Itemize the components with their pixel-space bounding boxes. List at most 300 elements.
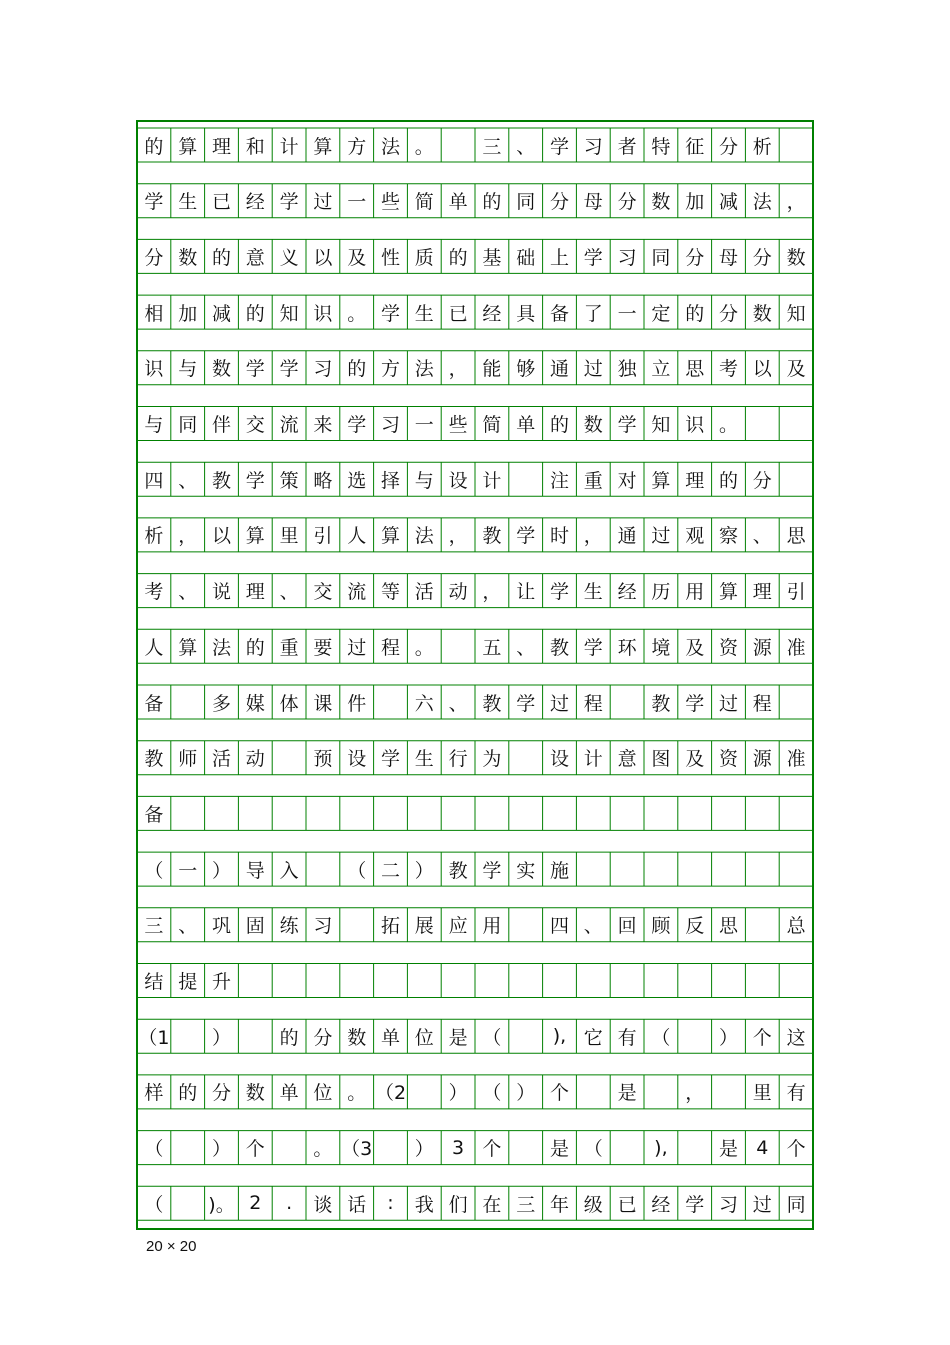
grid-cell	[238, 796, 272, 830]
grid-cell: ）	[414, 1138, 434, 1161]
grid-cell: （	[482, 1082, 502, 1105]
grid-cell: 引	[786, 581, 806, 604]
grid-cell: 同	[516, 191, 536, 214]
grid-cell: 分	[211, 1082, 231, 1105]
grid-cell: 数	[786, 246, 806, 269]
grid-cell: 生	[178, 191, 198, 214]
grid-cell	[610, 796, 644, 830]
grid-cell	[779, 964, 813, 998]
grid-cell: 导	[245, 859, 265, 882]
grid-cell	[205, 796, 239, 830]
grid-cell: 流	[347, 581, 367, 604]
grid-cell: 及	[786, 358, 806, 381]
grid-cell: 数	[347, 1026, 367, 1049]
grid-cell: ，	[448, 525, 468, 548]
grid-cell: 知	[279, 302, 299, 325]
grid-cell: 拓	[380, 915, 400, 938]
grid-cell: 分	[617, 191, 637, 214]
grid-cell: 思	[786, 525, 806, 548]
grid-cell: 察	[718, 525, 738, 548]
grid-cell: 是	[617, 1082, 637, 1105]
grid-cell: 过	[718, 692, 738, 715]
grid-cell: 是	[718, 1138, 738, 1161]
grid-cell	[171, 685, 205, 719]
grid-cell: ，	[482, 581, 502, 604]
grid-cell: 学	[516, 525, 536, 548]
grid-cell: ）	[516, 1082, 536, 1105]
grid-cell: 过	[313, 191, 333, 214]
grid-cell: 对	[617, 469, 637, 492]
grid-cell: 重	[583, 469, 603, 492]
grid-cell: 来	[313, 414, 333, 436]
grid-cell: 法	[380, 135, 400, 158]
grid-cell: 以	[313, 246, 333, 269]
grid-cell: 学	[617, 414, 637, 436]
grid-cell: 引	[313, 525, 333, 548]
grid-cell: ）	[211, 1026, 231, 1049]
grid-cell: 分	[144, 246, 164, 269]
grid-cell: 生	[414, 302, 434, 325]
grid-cell	[712, 796, 746, 830]
grid-cell: ）	[414, 859, 434, 882]
grid-cell	[509, 741, 543, 775]
grid-cell	[610, 964, 644, 998]
grid-cell: 教	[144, 748, 164, 771]
grid-cell: 我	[414, 1193, 434, 1216]
grid-cell: 单	[279, 1082, 299, 1105]
grid-cell: ，	[448, 358, 468, 381]
grid-cell	[576, 852, 610, 886]
grid-cell: ，	[685, 1082, 705, 1105]
grid-cell	[306, 964, 340, 998]
grid-cell: 个	[245, 1138, 265, 1161]
grid-cell: 的	[482, 191, 502, 214]
grid-cell	[171, 796, 205, 830]
grid-cell: 人	[347, 525, 367, 548]
grid-cell: 已	[617, 1193, 637, 1216]
grid-cell: 程	[583, 692, 603, 715]
grid-cell	[509, 1131, 543, 1165]
grid-cell: 六	[414, 692, 434, 715]
grid-cell: 的	[245, 302, 265, 325]
grid-cell: 教	[482, 692, 502, 715]
grid-cell: 义	[279, 246, 299, 269]
grid-cell: （	[651, 1026, 671, 1049]
grid-cell: 已	[211, 191, 231, 214]
grid-cell	[779, 462, 813, 496]
grid-cell: 结	[144, 971, 164, 993]
grid-cell: 数	[178, 246, 198, 269]
grid-cell: 及	[685, 636, 705, 659]
grid-cell: 说	[211, 581, 231, 604]
grid-cell: 母	[583, 191, 603, 214]
grid-cell	[712, 964, 746, 998]
grid-cell: 考	[144, 581, 164, 604]
grid-cell: 已	[448, 302, 468, 325]
grid-cell: ）	[211, 859, 231, 882]
grid-cell: 要	[313, 636, 333, 659]
grid-cell: 的	[448, 246, 468, 269]
grid-cell: 源	[752, 748, 772, 771]
grid-cell: 是	[448, 1026, 468, 1049]
grid-cell: 经	[482, 302, 502, 325]
grid-cell: 通	[617, 525, 637, 548]
grid-cell: 一	[347, 191, 367, 214]
grid-cell: 设	[448, 469, 468, 492]
grid-cell: 算	[651, 469, 671, 492]
grid-cell: 简	[414, 191, 434, 214]
grid-cell: 算	[380, 525, 400, 548]
grid-cell	[678, 1019, 712, 1053]
grid-cell: 教	[482, 525, 502, 548]
grid-cell: 减	[718, 191, 738, 214]
grid-cell: 们	[448, 1193, 468, 1216]
grid-cell	[745, 796, 779, 830]
grid-cell: 以	[752, 358, 772, 381]
grid-cell: 设	[549, 748, 569, 771]
grid-cell: 生	[583, 581, 603, 604]
grid-cell: 算	[313, 135, 333, 158]
grid-cell: 略	[313, 469, 333, 492]
grid-cell: 数	[651, 191, 671, 214]
grid-cell	[576, 1075, 610, 1109]
grid-cell	[306, 852, 340, 886]
grid-cell	[441, 128, 475, 162]
grid-cell: 注	[549, 469, 569, 492]
grid-cell: 这	[786, 1026, 806, 1049]
grid-cell: 数	[245, 1082, 265, 1105]
grid-cell	[678, 796, 712, 830]
grid-cell: 活	[211, 748, 231, 771]
grid-cell: 伴	[211, 414, 231, 436]
grid-cell: 样	[144, 1082, 164, 1105]
grid-cell: ，	[786, 191, 806, 214]
grid-cell: 识	[313, 302, 333, 325]
grid-cell: 设	[347, 748, 367, 771]
grid-size-label: 20 × 20	[146, 1238, 197, 1255]
grid-cell: 、	[178, 581, 198, 604]
grid-cell: 学	[279, 358, 299, 381]
grid-cell: 图	[651, 748, 671, 771]
grid-cell: 分	[752, 469, 772, 492]
grid-cell: 一	[178, 859, 198, 882]
grid-cell: 些	[380, 191, 400, 214]
grid-cell	[306, 796, 340, 830]
grid-cell: 提	[178, 971, 198, 993]
grid-cell: ，	[583, 525, 603, 548]
grid-cell: 等	[380, 581, 400, 604]
grid-cell: 三	[482, 135, 502, 158]
grid-cell: 单	[516, 414, 536, 436]
grid-cell: 。	[313, 1138, 333, 1161]
grid-cell	[340, 908, 374, 942]
grid-cell: 实	[516, 859, 536, 882]
grid-cell: 是	[549, 1138, 569, 1161]
grid-cell: 习	[313, 358, 333, 381]
grid-cell: 巩	[211, 915, 231, 938]
grid-cell: 五	[482, 636, 502, 659]
grid-cell	[610, 852, 644, 886]
grid-cell: 教	[211, 469, 231, 492]
grid-cell: 征	[685, 135, 705, 158]
grid-cell: 一	[617, 302, 637, 325]
grid-cell: 质	[414, 246, 434, 269]
grid-cell: 程	[380, 636, 400, 659]
grid-cell: 。	[718, 414, 738, 436]
grid-cell: 知	[786, 302, 806, 325]
grid-cell: 经	[245, 191, 265, 214]
grid-cell	[745, 852, 779, 886]
grid-cell: 过	[583, 358, 603, 381]
grid-cell: 预	[313, 748, 333, 771]
grid-cell: 位	[313, 1082, 333, 1105]
grid-cell: 三	[516, 1193, 536, 1216]
grid-cell: 与	[414, 469, 434, 492]
grid-cell: 教	[549, 636, 569, 659]
grid-cell	[475, 964, 509, 998]
grid-cell: 习	[617, 246, 637, 269]
grid-cell	[576, 964, 610, 998]
grid-cell	[779, 685, 813, 719]
grid-cell	[272, 741, 306, 775]
grid-cell: 备	[144, 692, 164, 715]
grid-cell: 学	[245, 469, 265, 492]
grid-cell: （	[144, 1193, 164, 1216]
grid-cell: 的	[718, 469, 738, 492]
grid-cell: （1	[138, 1026, 170, 1049]
grid-cell: 4	[756, 1136, 769, 1159]
grid-cell	[644, 1075, 678, 1109]
grid-cell: 些	[448, 414, 468, 436]
grid-cell: 3	[452, 1136, 465, 1159]
grid-cell: 。	[414, 135, 434, 158]
grid-cell: :	[387, 1192, 394, 1215]
grid-cell: 够	[516, 358, 536, 381]
grid-cell	[779, 852, 813, 886]
grid-cell: )。	[208, 1193, 235, 1216]
grid-cell: 了	[583, 302, 603, 325]
grid-cell: 法	[414, 525, 434, 548]
grid-cell: 在	[482, 1193, 502, 1216]
grid-cell: 升	[211, 971, 231, 993]
grid-cell: 用	[685, 581, 705, 604]
grid-cell: 让	[516, 581, 536, 604]
grid-cell: 学	[549, 581, 569, 604]
grid-cell: 考	[718, 358, 738, 381]
grid-cell	[745, 407, 779, 441]
grid-cell: 学	[583, 636, 603, 659]
grid-cell: 单	[380, 1026, 400, 1049]
grid-cell	[441, 629, 475, 663]
grid-cell: 者	[617, 135, 637, 158]
grid-cell: 数	[211, 358, 231, 381]
grid-cell	[779, 407, 813, 441]
grid-cell: （	[482, 1026, 502, 1049]
grid-cell: 数	[583, 414, 603, 436]
grid-cell: 习	[313, 915, 333, 938]
grid-cell: 学	[583, 246, 603, 269]
grid-cell: 同	[651, 246, 671, 269]
grid-cell: 准	[786, 636, 806, 659]
grid-cell: 交	[313, 581, 333, 604]
grid-cell: 个	[752, 1026, 772, 1049]
grid-cell: 意	[617, 748, 637, 771]
grid-cell: 习	[583, 135, 603, 158]
grid-cell: 学	[482, 859, 502, 882]
grid-cell: 择	[380, 469, 400, 492]
grid-cell: 通	[549, 358, 569, 381]
grid-cell: 分	[313, 1026, 333, 1049]
grid-cell: 析	[752, 135, 772, 158]
grid-cell: 算	[178, 636, 198, 659]
grid-cell	[509, 796, 543, 830]
grid-cell: （	[144, 1138, 164, 1161]
grid-cell: 谈	[313, 1193, 333, 1216]
grid-cell: 意	[245, 246, 265, 269]
grid-cell: 、	[516, 135, 536, 158]
grid-cell: 学	[380, 302, 400, 325]
grid-cell: 的	[347, 358, 367, 381]
grid-cell: 过	[549, 692, 569, 715]
grid-cell: 过	[347, 636, 367, 659]
grid-cell: 学	[685, 1193, 705, 1216]
grid-cell: 基	[482, 246, 502, 269]
grid-cell: 动	[448, 581, 468, 604]
grid-cell: 。	[414, 636, 434, 659]
grid-cell: 回	[617, 915, 637, 938]
grid-cell: 知	[651, 414, 671, 436]
grid-cell: 理	[245, 581, 265, 604]
grid-cell: ）	[448, 1082, 468, 1105]
grid-cell: 资	[718, 748, 738, 771]
grid-cell: 与	[178, 358, 198, 381]
grid-cell	[374, 685, 408, 719]
grid-cell: 级	[583, 1193, 603, 1216]
grid-cell: 四	[144, 469, 164, 492]
grid-cell: 同	[178, 414, 198, 436]
grid-cell	[712, 852, 746, 886]
grid-cell: 学	[380, 748, 400, 771]
grid-cell: 经	[651, 1193, 671, 1216]
grid-cell: 程	[752, 692, 772, 715]
grid-cell: 位	[414, 1026, 434, 1049]
grid-cell: （	[583, 1138, 603, 1161]
grid-cell	[712, 1075, 746, 1109]
grid-cell: 加	[685, 191, 705, 214]
grid-cell: 反	[685, 915, 705, 938]
grid-cell: ）	[718, 1026, 738, 1049]
grid-cell: ),	[654, 1136, 668, 1159]
grid-cell: 里	[279, 525, 299, 548]
grid-cell: 学	[245, 358, 265, 381]
grid-cell	[407, 964, 441, 998]
grid-cell: 识	[685, 414, 705, 436]
grid-cell	[509, 462, 543, 496]
grid-cell	[678, 964, 712, 998]
grid-cell: 经	[617, 581, 637, 604]
grid-cell: 策	[279, 469, 299, 492]
grid-cell: 同	[786, 1193, 806, 1216]
grid-cell: 分	[685, 246, 705, 269]
grid-cell: 与	[144, 414, 164, 436]
grid-cell: 特	[651, 135, 671, 158]
grid-cell: 单	[448, 191, 468, 214]
grid-cell: 练	[279, 915, 299, 938]
grid-cell: 上	[549, 246, 569, 269]
grid-cell: 学	[549, 135, 569, 158]
grid-cell: 计	[583, 748, 603, 771]
grid-cell: 里	[752, 1082, 772, 1105]
grid-cell: 理	[685, 469, 705, 492]
grid-cell: 简	[482, 414, 502, 436]
grid-cell: 法	[752, 191, 772, 214]
grid-cell: 和	[245, 135, 265, 158]
grid-cell: 人	[144, 636, 164, 659]
grid-cell	[779, 796, 813, 830]
grid-cell: 学	[144, 191, 164, 214]
grid-cell: 方	[380, 358, 400, 381]
grid-cell: 的	[549, 414, 569, 436]
grid-cell: 以	[211, 525, 231, 548]
grid-cell: 。	[347, 1082, 367, 1105]
grid-cell: 思	[718, 915, 738, 938]
grid-cell: 算	[178, 135, 198, 158]
grid-cell: 学	[685, 692, 705, 715]
grid-cell: 及	[347, 246, 367, 269]
grid-cell	[509, 908, 543, 942]
grid-cell: 的	[279, 1026, 299, 1049]
grid-cell	[610, 1131, 644, 1165]
grid-cell: 、	[516, 636, 536, 659]
grid-cell: 的	[178, 1082, 198, 1105]
grid-cell: 二	[380, 859, 400, 882]
grid-cell: 应	[448, 915, 468, 938]
grid-cell: 课	[313, 692, 333, 715]
grid-cell: 算	[718, 581, 738, 604]
grid-cell	[745, 964, 779, 998]
grid-cell: 话	[347, 1193, 367, 1216]
grid-cell: 历	[651, 581, 671, 604]
grid-cell	[272, 796, 306, 830]
grid-cell: 、	[583, 915, 603, 938]
grid-cell: 学	[279, 191, 299, 214]
grid-cell: .	[286, 1192, 293, 1215]
grid-cell: 性	[380, 246, 400, 269]
grid-cell: 相	[144, 302, 164, 325]
grid-cell: 个	[786, 1138, 806, 1161]
grid-cell: 选	[347, 469, 367, 492]
grid-cell	[340, 796, 374, 830]
grid-cell: 的	[685, 302, 705, 325]
grid-cell: 生	[414, 748, 434, 771]
grid-cell	[340, 964, 374, 998]
grid-cell	[272, 964, 306, 998]
grid-cell: 用	[482, 915, 502, 938]
grid-cell	[509, 1019, 543, 1053]
grid-cell: 、	[178, 915, 198, 938]
grid-cell: 、	[752, 525, 772, 548]
grid-cell: 展	[414, 915, 434, 938]
grid-cell: 有	[786, 1082, 806, 1105]
grid-cell: 思	[685, 358, 705, 381]
grid-cell: 学	[347, 414, 367, 436]
grid-cell: 理	[752, 581, 772, 604]
grid-cell	[441, 964, 475, 998]
grid-cell: 数	[752, 302, 772, 325]
grid-cell: 准	[786, 748, 806, 771]
grid-cell	[171, 1131, 205, 1165]
grid-cell: 习	[380, 414, 400, 436]
